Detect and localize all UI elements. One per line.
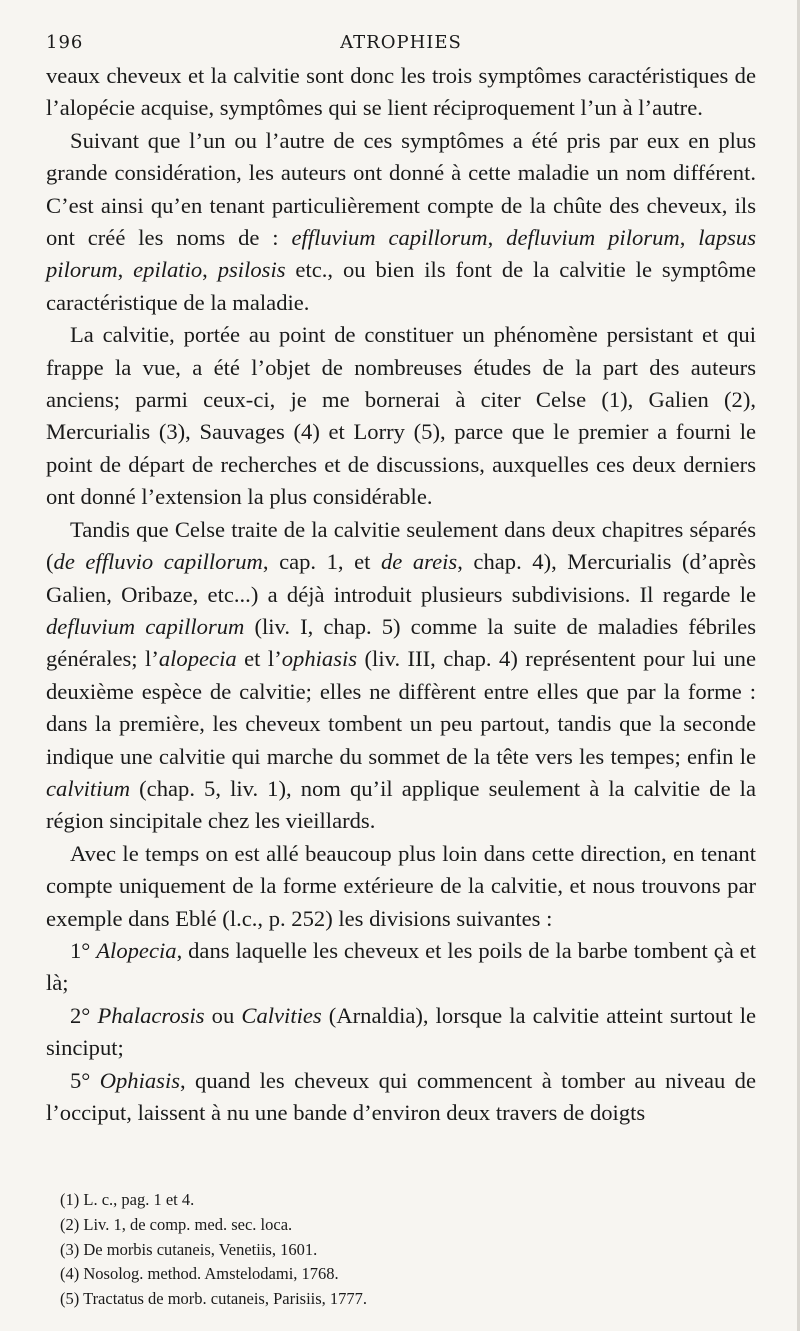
text-run: , cap. 1, et	[262, 549, 381, 575]
italic-term: de effluvio capillorum	[53, 549, 263, 575]
italic-term: defluvium pilorum	[506, 225, 680, 251]
text-run: (liv. III, chap. 4) représentent pour lui une deuxième espèce de calvitie; elles ne diffèrent entre elles que par la forme : dans la première, les cheveux tombent un peu partout, tandis que la seconde indique une calvitie qui marche du sommet de la tête vers les tempes; enfin le	[46, 646, 757, 769]
footnote: (1) L. c., pag. 1 et 4.	[60, 1190, 195, 1209]
text-run: 5°	[70, 1067, 100, 1093]
italic-term: psilosis	[217, 257, 286, 283]
paragraph	[46, 1065, 756, 1130]
text-run: (chap. 5, liv. 1), nom qu’il applique seulement à la calvitie de la région sincipitale chez les vieillards.	[46, 775, 756, 834]
italic-term: effluvium capillorum	[291, 225, 488, 251]
running-title: ATROPHIES	[340, 32, 462, 53]
text-run: ou	[204, 1002, 242, 1028]
text-run: veaux cheveux et la calvitie sont donc les trois symptômes caractéristiques de l’alopécie acquise, symptômes qui se lient réciproquement l’un à l’autre.	[46, 63, 756, 121]
text-run: Suivant que l’un ou l’autre de ces symptômes a été pris par eux en plus grande considération, les auteurs ont donné à cette maladie un nom différent. C’est ainsi qu’en tenant particulièrement compte de la chûte des cheveux, ils ont créé les noms de :	[46, 127, 756, 251]
footnote: (4) Nosolog. method. Amstelodami, 1768.	[60, 1264, 339, 1284]
italic-term: ophiasis	[281, 646, 358, 672]
italic-term: Phalacrosis	[97, 1002, 205, 1028]
italic-term: alopecia	[158, 646, 237, 672]
italic-term: defluvium capillorum	[46, 613, 245, 639]
italic-term: epilatio	[133, 257, 203, 283]
footnote: (2) Liv. 1, de comp. med. sec. loca.	[60, 1214, 293, 1234]
italic-term: lapsus pilorum	[46, 225, 757, 283]
italic-term: Alopecia	[96, 937, 177, 963]
footnote: (3) De morbis cutaneis, Venetiis, 1601.	[60, 1239, 318, 1259]
page-number: 196	[46, 32, 84, 53]
paragraph	[46, 60, 756, 125]
italic-term: calvitium	[46, 775, 131, 801]
running-header	[46, 24, 756, 60]
paragraph	[46, 514, 756, 838]
paragraph	[46, 319, 756, 513]
text-run: etc., ou bien ils font de la calvitie le symptôme caractéristique de la maladie.	[46, 257, 757, 315]
page	[46, 24, 756, 1129]
text-run: (Arnaldia), lorsque la calvitie atteint surtout le sinciput;	[46, 1002, 757, 1061]
text-run: 2°	[70, 1002, 98, 1028]
text-run: (liv. I, chap. 5) comme la suite de maladies fébriles générales; l’	[46, 613, 757, 672]
text-run: ,	[117, 257, 134, 283]
text-run: Tandis que Celse traite de la calvitie seulement dans deux chapitres séparés (	[46, 516, 756, 575]
text-run: , chap. 4), Mercurialis (d’après Galien, Oribaze, etc...) a déjà introduit plusieurs subdivisions. Il regarde le	[46, 549, 756, 607]
footnote: (5) Tractatus de morb. cutaneis, Parisiis, 1777.	[60, 1289, 368, 1309]
paragraph	[46, 935, 756, 1000]
body-text	[46, 60, 756, 1129]
text-run: 1°	[70, 937, 97, 963]
italic-term: Ophiasis	[99, 1067, 181, 1093]
italic-term: Calvities	[241, 1002, 322, 1028]
footnotes	[60, 1188, 367, 1312]
paragraph	[46, 1000, 756, 1065]
text-run: ,	[679, 225, 699, 251]
text-run: , quand les cheveux qui commencent à tomber au niveau de l’occiput, laissent à nu une bande d’environ deux travers de doigts	[46, 1067, 756, 1125]
text-run: , dans laquelle les cheveux et les poils de la barbe tombent çà et là;	[46, 937, 756, 996]
text-run: ,	[202, 257, 218, 283]
text-run: Avec le temps on est allé beaucoup plus loin dans cette direction, en tenant compte uniquement de la forme extérieure de la calvitie, et nous trouvons par exemple dans Eblé (l.c., p. 252) les divisions suivantes :	[46, 840, 756, 931]
paragraph	[46, 838, 756, 935]
text-run: La calvitie, portée au point de constituer un phénomène persistant et qui frappe la vue, a été l’objet de nombreuses études de la part des auteurs anciens; parmi ceux-ci, je me bornerai à citer Celse (1), Galien (2), Mercurialis (3), Sauvages (4) et Lorry (5), parce que le premier a fourni le point de départ de recherches et de discussions, auxquelles ces deux derniers ont donné l’extension la plus considérable.	[46, 322, 756, 510]
text-run: ,	[487, 225, 507, 251]
text-run: et l’	[236, 646, 282, 672]
italic-term: de areis	[380, 549, 458, 575]
paragraph	[46, 125, 756, 319]
